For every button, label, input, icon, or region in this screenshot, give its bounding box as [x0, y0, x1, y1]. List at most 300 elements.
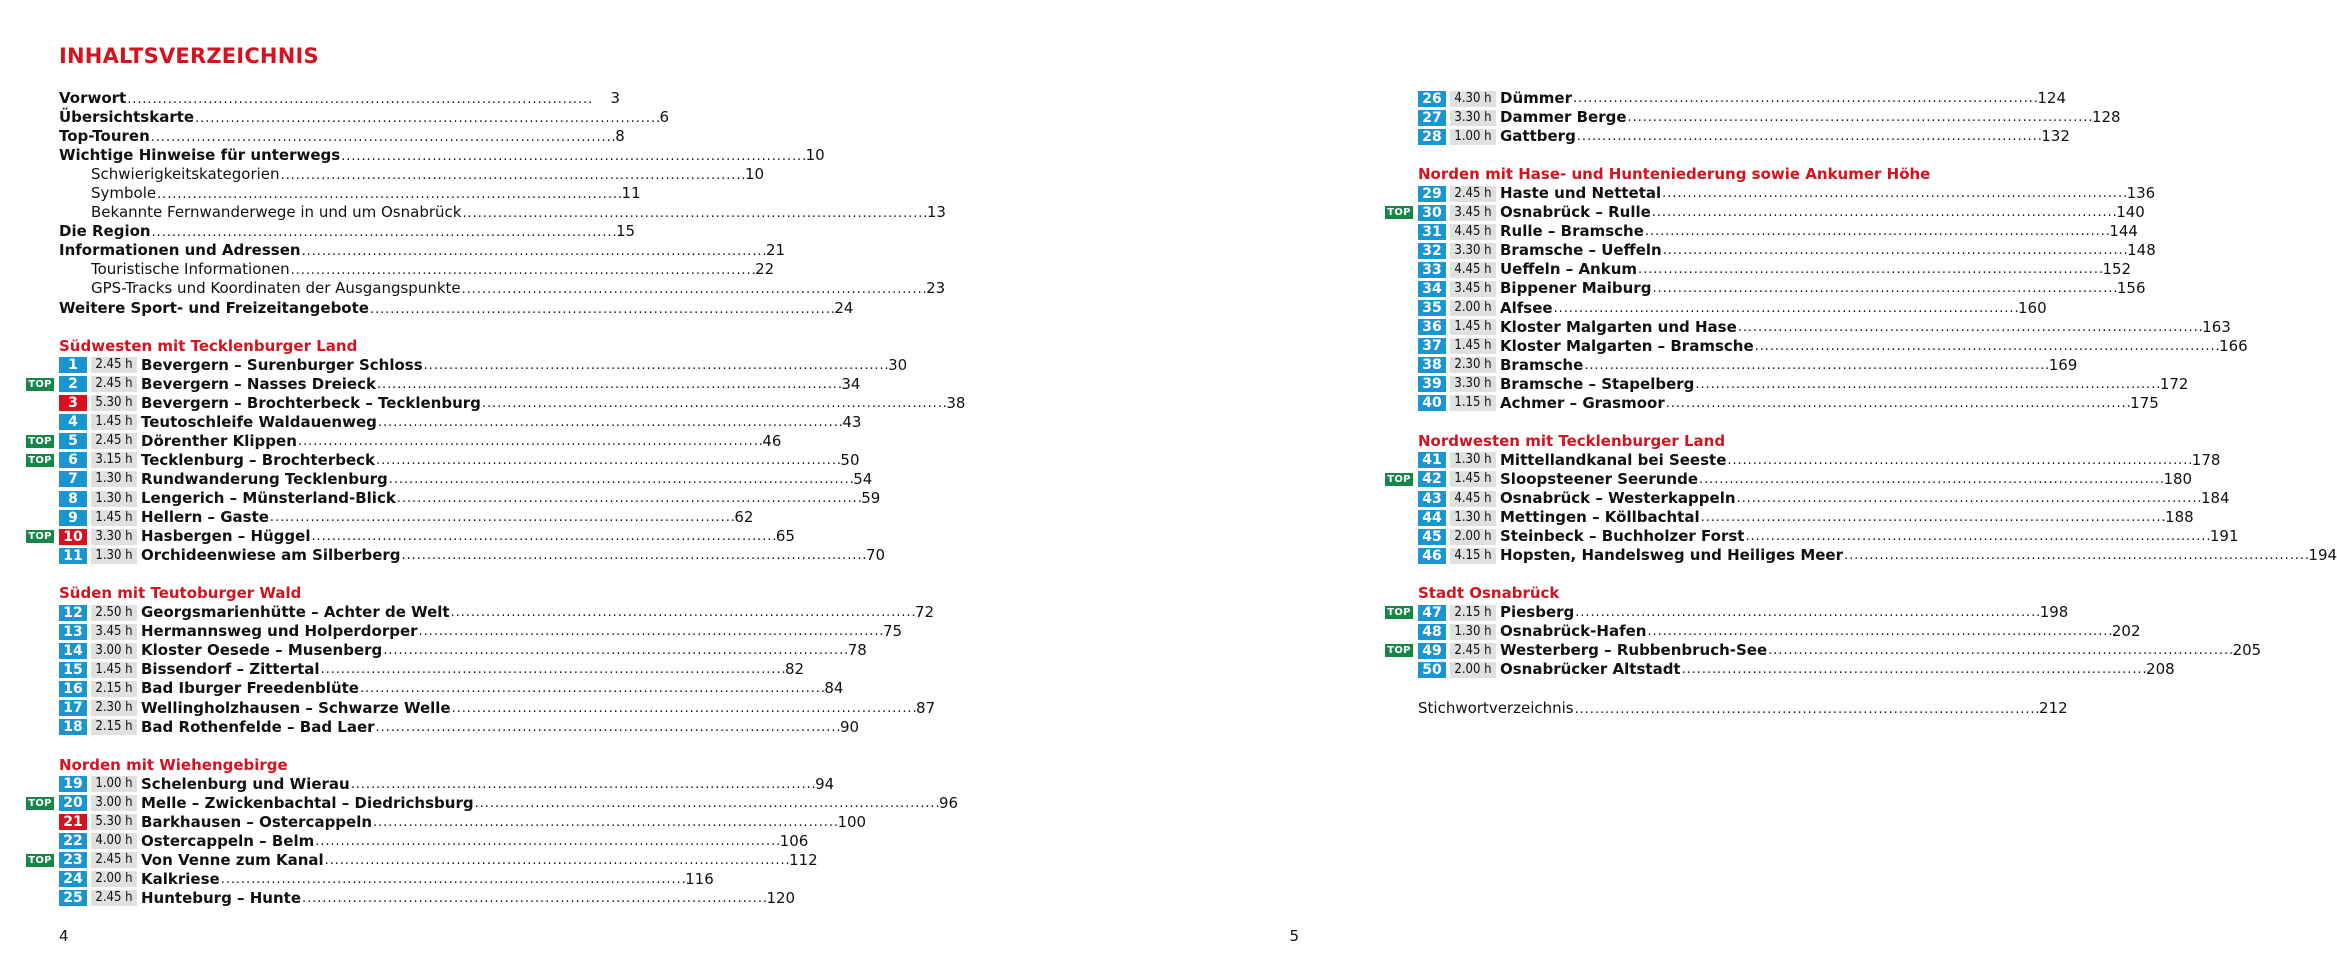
- tour-title: Bevergern – Surenburger Schloss: [141, 355, 423, 374]
- toc-entry-label: Weitere Sport- und Freizeitangebote: [59, 298, 369, 317]
- toc-entry[interactable]: [59, 108, 670, 127]
- tour-entry[interactable]: [59, 393, 966, 413]
- tour-title: Osnabrück – Westerkappeln: [1500, 488, 1736, 507]
- tour-entry[interactable]: [1418, 222, 2138, 241]
- tour-duration: 2.00 h: [91, 871, 137, 887]
- tour-title: Osnabrücker Altstadt: [1500, 660, 1681, 679]
- tour-duration: 1.45 h: [91, 510, 137, 526]
- tour-entry[interactable]: [1387, 469, 2193, 489]
- tour-title: Dammer Berge: [1500, 108, 1627, 127]
- tour-number-badge: 3: [59, 395, 87, 411]
- tour-entry[interactable]: [59, 508, 754, 527]
- tour-title: Achmer – Grasmoor: [1500, 393, 1665, 412]
- toc-entry-label: Wichtige Hinweise für unterwegs: [59, 146, 341, 165]
- toc-entry-label: Bekannte Fernwanderwege in und um Osnabrück: [91, 203, 462, 222]
- tour-entry[interactable]: [1418, 127, 2070, 146]
- tour-entry[interactable]: [1418, 108, 2121, 127]
- tour-entry[interactable]: [1418, 546, 2337, 565]
- toc-entry-page: 24: [834, 298, 854, 317]
- section-heading: Nordwesten mit Tecklenburger Land: [1418, 431, 1726, 450]
- tour-duration: 3.30 h: [1450, 110, 1496, 126]
- tour-page: 30: [888, 355, 908, 374]
- tour-duration: 2.50 h: [91, 605, 137, 621]
- tour-title: Teutoschleife Waldauenweg: [141, 412, 377, 431]
- tour-page: 50: [840, 450, 860, 469]
- tour-duration: 3.45 h: [1450, 205, 1496, 221]
- toc-entry[interactable]: [59, 279, 946, 298]
- tour-page: 90: [839, 717, 860, 736]
- index-entry[interactable]: [1418, 698, 2068, 718]
- tour-number-badge: 31: [1418, 224, 1446, 240]
- dot-leader: [1695, 375, 2158, 394]
- tour-title: Kloster Malgarten – Bramsche: [1500, 336, 1754, 355]
- tour-duration: 3.30 h: [91, 529, 137, 545]
- tour-number-badge: 28: [1418, 129, 1446, 145]
- tour-entry[interactable]: [59, 641, 867, 660]
- tour-entry[interactable]: [59, 546, 886, 565]
- tour-title: Hasbergen – Hüggel: [141, 527, 311, 546]
- tour-page: 163: [2202, 317, 2231, 336]
- tour-title: Bramsche: [1500, 355, 1584, 374]
- tour-number-badge: 19: [59, 776, 87, 792]
- tour-entry[interactable]: [59, 679, 844, 698]
- tour-title: Sloopsteener Seerunde: [1500, 469, 1699, 488]
- toc-column-left: [28, 89, 966, 908]
- tour-entry[interactable]: [1418, 393, 2159, 413]
- tour-number-badge: 7: [59, 471, 87, 487]
- tour-page: 191: [2209, 527, 2239, 546]
- tour-page: 152: [2102, 260, 2132, 279]
- toc-entry-label: Die Region: [59, 222, 151, 241]
- tour-entry[interactable]: [1387, 203, 2145, 222]
- tour-number-badge: 11: [59, 548, 87, 564]
- tour-entry[interactable]: [59, 869, 714, 889]
- tour-duration: 1.45 h: [91, 414, 137, 430]
- toc-entry-page: 10: [805, 146, 825, 165]
- tour-number-badge: 21: [59, 814, 87, 830]
- tour-duration: 2.30 h: [1450, 357, 1496, 373]
- tour-page: 194: [2308, 546, 2337, 565]
- spacer: [1418, 146, 1979, 165]
- dot-leader: [157, 185, 620, 204]
- tour-duration: 2.45 h: [1450, 186, 1496, 202]
- tour-title: Rundwanderung Tecklenburg: [141, 469, 388, 488]
- tour-number-badge: 18: [59, 719, 87, 735]
- dot-leader: [1727, 451, 2190, 470]
- tour-entry[interactable]: [59, 888, 796, 908]
- tour-page: 78: [847, 641, 867, 660]
- tour-entry[interactable]: [59, 660, 805, 679]
- dot-leader: [1662, 184, 2125, 203]
- tour-duration: 2.15 h: [91, 719, 137, 735]
- tour-title: Mittellandkanal bei Seeste: [1500, 450, 1727, 469]
- tour-number-badge: 32: [1418, 243, 1446, 259]
- tour-duration: 2.45 h: [91, 357, 137, 373]
- tour-number-badge: 29: [1418, 186, 1446, 202]
- top-badge: TOP: [1385, 644, 1413, 657]
- dot-leader: [1554, 299, 2017, 318]
- tour-entry[interactable]: [1387, 603, 2069, 622]
- tour-entry[interactable]: [1418, 374, 2189, 394]
- tour-duration: 1.00 h: [91, 776, 137, 792]
- tour-duration: 1.45 h: [91, 662, 137, 678]
- tour-entry[interactable]: [59, 622, 903, 641]
- toc-entry-label: Symbole: [91, 184, 157, 203]
- spacer: [59, 318, 620, 337]
- tour-number-badge: 22: [59, 833, 87, 849]
- tour-title: Bippener Maiburg: [1500, 279, 1652, 298]
- top-badge: TOP: [26, 454, 54, 467]
- dot-leader: [1647, 622, 2110, 641]
- tour-entry[interactable]: [59, 717, 860, 737]
- tour-entry[interactable]: [1418, 336, 2248, 356]
- tour-number-badge: 15: [59, 662, 87, 678]
- tour-duration: 2.45 h: [1450, 643, 1496, 659]
- tour-duration: 4.45 h: [1450, 262, 1496, 278]
- tour-entry[interactable]: [1418, 89, 2067, 108]
- tour-duration: 3.30 h: [1450, 243, 1496, 259]
- tour-duration: 1.45 h: [1450, 338, 1496, 354]
- tour-entry[interactable]: [1418, 298, 2047, 318]
- dot-leader: [1844, 546, 2307, 565]
- tour-number-badge: 23: [59, 852, 87, 868]
- tour-page: 87: [916, 698, 936, 717]
- dot-leader: [1755, 337, 2218, 356]
- tour-duration: 2.15 h: [1450, 605, 1496, 621]
- dot-leader: [1768, 641, 2231, 660]
- tour-title: Von Venne zum Kanal: [141, 850, 324, 869]
- tour-duration: 1.30 h: [91, 548, 137, 564]
- tour-duration: 5.30 h: [91, 814, 137, 830]
- tour-page: 175: [2130, 393, 2159, 412]
- tour-page: 46: [762, 431, 782, 450]
- tour-page: 38: [946, 393, 966, 412]
- tour-title: Osnabrück-Hafen: [1500, 622, 1647, 641]
- tour-title: Tecklenburg – Brochterbeck: [141, 450, 375, 469]
- tour-title: Lengerich – Münsterland-Blick: [141, 488, 396, 507]
- tour-number-badge: 43: [1418, 491, 1446, 507]
- tour-entry[interactable]: [59, 698, 936, 718]
- tour-duration: 3.15 h: [91, 452, 137, 468]
- tour-title: Ueffeln – Ankum: [1500, 260, 1638, 279]
- tour-page: 198: [2039, 603, 2069, 622]
- top-badge: TOP: [26, 530, 54, 543]
- dot-leader: [1652, 203, 2115, 222]
- tour-duration: 4.00 h: [91, 833, 137, 849]
- tour-number-badge: 4: [59, 414, 87, 430]
- tour-number-badge: 25: [59, 890, 87, 906]
- tour-entry[interactable]: [59, 774, 835, 794]
- tour-number-badge: 50: [1418, 662, 1446, 678]
- tour-number-badge: 47: [1418, 605, 1446, 621]
- page-number-left: 4: [59, 927, 69, 945]
- dot-leader: [1682, 660, 2145, 679]
- tour-entry[interactable]: [1418, 622, 2141, 641]
- dot-leader: [1652, 279, 2115, 298]
- tour-number-badge: 46: [1418, 548, 1446, 564]
- toc-entry-label: Stichwortverzeichnis: [1418, 698, 1574, 717]
- section-heading: Stadt Osnabrück: [1418, 584, 1560, 603]
- top-badge: TOP: [26, 435, 54, 448]
- tour-number-badge: 20: [59, 795, 87, 811]
- spacer: [1418, 413, 1979, 432]
- dot-leader: [1737, 489, 2200, 508]
- tour-page: 132: [2041, 127, 2070, 146]
- tour-title: Haste und Nettetal: [1500, 184, 1662, 203]
- dot-leader: [270, 508, 733, 527]
- tour-duration: 1.30 h: [1450, 452, 1496, 468]
- toc-entry-label: Schwierigkeitskategorien: [91, 165, 280, 184]
- toc-entry[interactable]: [59, 298, 854, 318]
- dot-leader: [1645, 222, 2108, 241]
- tour-page: 124: [2037, 89, 2067, 107]
- toc-entry[interactable]: [59, 222, 636, 241]
- tour-number-badge: 30: [1418, 205, 1446, 221]
- tour-page: 148: [2127, 241, 2156, 260]
- tour-title: Georgsmarienhütte – Achter de Welt: [141, 603, 450, 622]
- page-left: [0, 0, 966, 969]
- top-badge: TOP: [1385, 206, 1413, 219]
- tour-title: Barkhausen – Ostercappeln: [141, 812, 373, 831]
- spacer: [59, 565, 620, 584]
- tour-page: 140: [2116, 203, 2145, 222]
- tour-page: 180: [2163, 469, 2193, 488]
- tour-title: Westerberg – Rubbenbruch-See: [1500, 641, 1768, 660]
- tour-title: Ostercappeln – Belm: [141, 831, 315, 850]
- dot-leader: [1575, 700, 2038, 719]
- tour-page: 120: [766, 888, 796, 907]
- toc-entry[interactable]: [59, 184, 641, 203]
- tour-entry[interactable]: [1418, 355, 2078, 375]
- toc-entry-page: 22: [755, 260, 775, 279]
- tour-title: Bissendorf – Zittertal: [141, 660, 320, 679]
- dot-leader: [1577, 127, 2040, 146]
- tour-duration: 1.00 h: [1450, 129, 1496, 145]
- tour-title: Mettingen – Köllbachtal: [1500, 508, 1700, 527]
- tour-duration: 1.45 h: [1450, 319, 1496, 335]
- top-badge: TOP: [1385, 473, 1413, 486]
- tour-page: 43: [842, 412, 862, 431]
- tour-number-badge: 2: [59, 376, 87, 392]
- tour-page: 84: [824, 679, 844, 698]
- tour-entry[interactable]: [1418, 450, 2221, 470]
- spacer: [1418, 679, 1979, 698]
- toc-entry[interactable]: [59, 203, 946, 222]
- tour-duration: 1.15 h: [1450, 395, 1496, 411]
- toc-entry-page: 6: [659, 108, 670, 127]
- tour-page: 169: [2048, 355, 2078, 374]
- tour-number-badge: 9: [59, 510, 87, 526]
- toc-entry[interactable]: [59, 260, 775, 279]
- tour-entry[interactable]: [59, 412, 862, 432]
- tour-page: 160: [2017, 298, 2047, 317]
- tour-title: Bramsche – Ueffeln: [1500, 241, 1662, 260]
- tour-page: 34: [841, 374, 861, 393]
- tour-duration: 2.15 h: [91, 681, 137, 697]
- tour-duration: 3.00 h: [91, 643, 137, 659]
- tour-entry[interactable]: [1418, 260, 2132, 279]
- tour-number-badge: 35: [1418, 300, 1446, 316]
- tour-number-badge: 17: [59, 700, 87, 716]
- tour-duration: 3.45 h: [1450, 281, 1496, 297]
- dot-leader: [1628, 108, 2091, 127]
- top-badge: TOP: [1385, 606, 1413, 619]
- tour-number-badge: 13: [59, 624, 87, 640]
- toc-entry[interactable]: [59, 165, 765, 184]
- tour-entry[interactable]: [59, 488, 881, 508]
- tour-page: 184: [2200, 488, 2230, 507]
- tour-number-badge: 37: [1418, 338, 1446, 354]
- tour-entry[interactable]: [28, 450, 860, 470]
- tour-entry[interactable]: [59, 355, 908, 375]
- tour-page: 172: [2159, 374, 2189, 393]
- toc-entry-page: 15: [616, 222, 636, 241]
- tour-title: Steinbeck – Buchholzer Forst: [1500, 527, 1745, 546]
- tour-page: 65: [775, 527, 795, 546]
- tour-title: Hopsten, Handelsweg und Heiliges Meer: [1500, 546, 1843, 565]
- toc-entry-label: Vorwort: [59, 89, 127, 107]
- tour-entry[interactable]: [1387, 641, 2262, 660]
- tour-duration: 2.45 h: [91, 852, 137, 868]
- tour-entry[interactable]: [1418, 317, 2231, 337]
- tour-duration: 2.00 h: [1450, 300, 1496, 316]
- tour-duration: 3.00 h: [91, 795, 137, 811]
- tour-entry[interactable]: [1418, 279, 2146, 298]
- tour-page: 100: [837, 812, 867, 831]
- tour-entry[interactable]: [1418, 241, 2156, 260]
- tour-title: Rulle – Bramsche: [1500, 222, 1644, 241]
- dot-leader: [1701, 508, 2164, 527]
- tour-entry[interactable]: [1418, 527, 2239, 546]
- toc-entry[interactable]: [59, 127, 625, 146]
- tour-duration: 2.00 h: [1450, 529, 1496, 545]
- tour-entry[interactable]: [59, 603, 935, 622]
- dot-leader: [151, 128, 614, 147]
- dot-leader: [281, 166, 744, 185]
- tour-number-badge: 1: [59, 357, 87, 373]
- tour-page: 72: [915, 603, 935, 622]
- tour-duration: 5.30 h: [91, 395, 137, 411]
- tour-number-badge: 45: [1418, 529, 1446, 545]
- section-heading: Norden mit Wiehengebirge: [59, 755, 288, 774]
- tour-entry[interactable]: [28, 431, 782, 451]
- tour-page: 205: [2232, 641, 2262, 660]
- top-badge: TOP: [26, 854, 54, 867]
- toc-entry-page: 11: [621, 184, 641, 203]
- toc-entry-label: Top-Touren: [59, 127, 150, 146]
- tour-title: Hermannsweg und Holperdorper: [141, 622, 418, 641]
- tour-duration: 2.45 h: [91, 433, 137, 449]
- tour-title: Kloster Malgarten und Hase: [1500, 317, 1737, 336]
- tour-number-badge: 36: [1418, 319, 1446, 335]
- tour-title: Alfsee: [1500, 298, 1553, 317]
- tour-title: Bevergern – Brochterbeck – Tecklenburg: [141, 393, 481, 412]
- toc-entry[interactable]: [59, 89, 620, 108]
- toc-entry-page: 13: [926, 203, 946, 222]
- tour-page: 144: [2109, 222, 2138, 241]
- tour-duration: 1.30 h: [1450, 624, 1496, 640]
- dot-leader: [1738, 318, 2201, 337]
- tour-entry[interactable]: [1418, 660, 2175, 679]
- tour-title: Hellern – Gaste: [141, 508, 269, 527]
- tour-number-badge: 41: [1418, 452, 1446, 468]
- tour-number-badge: 40: [1418, 395, 1446, 411]
- tour-title: Kalkriese: [141, 869, 220, 888]
- tour-number-badge: 14: [59, 643, 87, 659]
- toc-entry[interactable]: [59, 146, 825, 165]
- tour-page: 75: [882, 622, 903, 641]
- tour-number-badge: 49: [1418, 643, 1446, 659]
- tour-title: Schelenburg und Wierau: [141, 774, 350, 793]
- tour-duration: 1.30 h: [91, 471, 137, 487]
- tour-number-badge: 16: [59, 681, 87, 697]
- dot-leader: [1573, 89, 2036, 108]
- tour-entry[interactable]: [1418, 508, 2194, 527]
- tour-page: 82: [784, 660, 805, 679]
- toc-entry-page: 8: [615, 127, 625, 146]
- tour-entry[interactable]: [59, 469, 873, 489]
- tour-page: 59: [861, 488, 881, 507]
- dot-leader: [1663, 241, 2126, 260]
- tour-page: 54: [853, 469, 873, 488]
- tour-duration: 2.30 h: [91, 700, 137, 716]
- tour-page: 178: [2191, 450, 2221, 469]
- tour-page: 188: [2165, 508, 2194, 527]
- tour-entry[interactable]: [1418, 488, 2230, 508]
- tour-entry[interactable]: [28, 850, 818, 870]
- tour-number-badge: 12: [59, 605, 87, 621]
- toc-entry-page: 3: [610, 89, 620, 107]
- page-title: INHALTSVERZEICHNIS: [59, 44, 319, 68]
- dot-leader: [1575, 603, 2038, 622]
- tour-duration: 4.45 h: [1450, 224, 1496, 240]
- tour-title: Osnabrück – Rulle: [1500, 203, 1651, 222]
- page-right: [680, 0, 2337, 969]
- spacer: [1418, 565, 1979, 584]
- tour-entry[interactable]: [28, 793, 959, 813]
- tour-entry[interactable]: [59, 812, 867, 832]
- tour-entry[interactable]: [1418, 184, 2156, 203]
- toc-entry-label: Informationen und Adressen: [59, 241, 301, 260]
- tour-entry[interactable]: [28, 374, 861, 394]
- tour-entry[interactable]: [59, 831, 809, 851]
- tour-number-badge: 24: [59, 871, 87, 887]
- toc-entry[interactable]: [59, 241, 786, 260]
- tour-number-badge: 5: [59, 433, 87, 449]
- tour-page: 156: [2116, 279, 2146, 298]
- top-badge: TOP: [26, 797, 54, 810]
- tour-number-badge: 6: [59, 452, 87, 468]
- tour-entry[interactable]: [28, 527, 795, 546]
- toc-entry-label: Touristische Informationen: [91, 260, 290, 279]
- tour-page: 208: [2146, 660, 2175, 679]
- section-heading: Südwesten mit Tecklenburger Land: [59, 336, 358, 355]
- top-badge: TOP: [26, 378, 54, 391]
- tour-page: 62: [734, 508, 754, 527]
- tour-number-badge: 10: [59, 529, 87, 545]
- toc-entry-page: 212: [2039, 698, 2068, 717]
- tour-title: Gattberg: [1500, 127, 1576, 146]
- tour-page: 96: [939, 793, 959, 812]
- tour-duration: 1.30 h: [91, 491, 137, 507]
- toc-entry-label: GPS-Tracks und Koordinaten der Ausgangspunkte: [91, 279, 461, 298]
- dot-leader: [195, 109, 658, 128]
- tour-title: Dörenther Klippen: [141, 431, 297, 450]
- tour-page: 202: [2111, 622, 2141, 641]
- section-heading: Süden mit Teutoburger Wald: [59, 584, 302, 603]
- tour-duration: 2.45 h: [91, 376, 137, 392]
- toc-entry-label: Übersichtskarte: [59, 108, 195, 127]
